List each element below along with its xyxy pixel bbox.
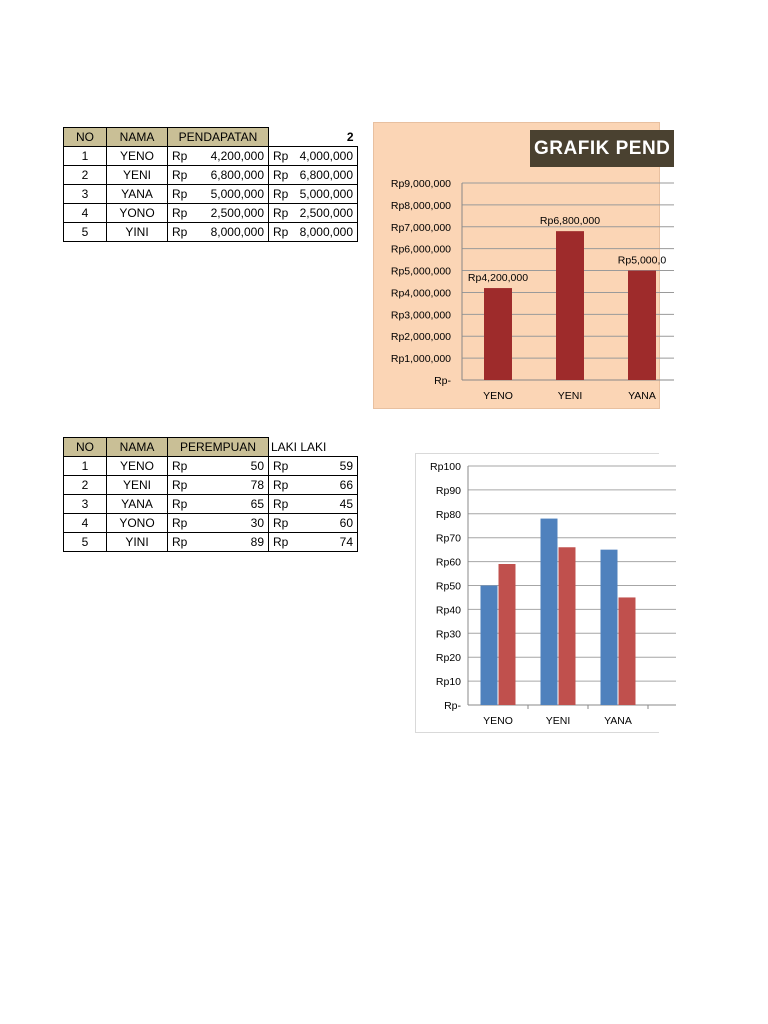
- y-tick-label: Rp20: [435, 652, 461, 665]
- x-tick-label: YENI: [557, 390, 583, 402]
- y-tick-label: Rp60: [435, 556, 461, 569]
- row-no[interactable]: 1: [64, 147, 107, 166]
- row-perempuan[interactable]: [168, 514, 269, 533]
- row-nama[interactable]: YENO: [107, 457, 168, 476]
- y-tick-label: Rp80: [435, 508, 461, 521]
- data-label: Rp5,000,0: [617, 254, 667, 267]
- row-pendapatan[interactable]: [168, 166, 269, 185]
- currency-symbol: Rp: [172, 206, 188, 220]
- bar: [628, 271, 656, 380]
- table-row: [64, 204, 358, 223]
- amount: 6,800,000: [210, 168, 264, 182]
- amount: 89: [250, 535, 264, 549]
- row-perempuan[interactable]: [168, 457, 269, 476]
- bar: [499, 564, 516, 705]
- bar: [481, 586, 498, 706]
- row-no[interactable]: 1: [64, 457, 107, 476]
- row-perempuan[interactable]: [168, 533, 269, 552]
- header-laki-laki[interactable]: LAKI LAKI: [271, 439, 327, 454]
- table-row: [64, 495, 358, 514]
- currency-symbol: Rp: [172, 497, 188, 511]
- amount: 2,500,000: [210, 206, 264, 220]
- row-nama[interactable]: YINI: [107, 223, 168, 242]
- y-tick-label: Rp2,000,000: [390, 331, 451, 344]
- amount: 66: [339, 478, 353, 492]
- bar: [541, 519, 558, 705]
- row-nama[interactable]: YANA: [107, 495, 168, 514]
- amount: 8,000,000: [210, 225, 264, 239]
- x-tick-label: YANA: [628, 390, 656, 402]
- y-tick-label: Rp30: [435, 628, 461, 641]
- row-no[interactable]: 3: [64, 495, 107, 514]
- currency-symbol: Rp: [172, 187, 188, 201]
- y-tick-label: Rp50: [435, 580, 461, 593]
- y-tick-label: Rp10: [435, 676, 461, 689]
- table-row: [64, 533, 358, 552]
- header-pendapatan[interactable]: PENDAPATAN: [168, 128, 269, 147]
- x-tick-label: YENO: [483, 715, 513, 727]
- row-nama[interactable]: YENI: [107, 166, 168, 185]
- y-tick-label: Rp100: [430, 461, 461, 473]
- currency-symbol: Rp: [273, 149, 289, 163]
- currency-symbol: Rp: [172, 478, 188, 492]
- row-pendapatan[interactable]: [168, 223, 269, 242]
- row-no[interactable]: 3: [64, 185, 107, 204]
- bar: [601, 550, 618, 705]
- header-no[interactable]: NO: [64, 438, 107, 457]
- row-laki-laki[interactable]: [269, 457, 358, 476]
- currency-symbol: Rp: [273, 168, 289, 182]
- amount: 6,800,000: [299, 168, 353, 182]
- currency-symbol: Rp: [273, 187, 289, 201]
- currency-symbol: Rp: [172, 516, 188, 530]
- y-tick-label: Rp8,000,000: [390, 199, 451, 212]
- row-nama[interactable]: YENI: [107, 476, 168, 495]
- y-tick-label: Rp90: [435, 484, 461, 497]
- row-nama[interactable]: YANA: [107, 185, 168, 204]
- row-nama[interactable]: YONO: [107, 514, 168, 533]
- row-pendapatan[interactable]: [168, 185, 269, 204]
- amount: 4,000,000: [299, 149, 353, 163]
- row-no[interactable]: 5: [64, 223, 107, 242]
- row-extra[interactable]: [269, 223, 358, 242]
- amount: 4,200,000: [210, 149, 264, 163]
- table-row: [64, 185, 358, 204]
- gender-table: [63, 437, 358, 552]
- currency-symbol: Rp: [273, 516, 289, 530]
- bar: [556, 231, 584, 380]
- row-no[interactable]: 4: [64, 204, 107, 223]
- currency-symbol: Rp: [172, 459, 188, 473]
- gender-chart[interactable]: [415, 453, 659, 733]
- row-laki-laki[interactable]: [269, 514, 358, 533]
- row-perempuan[interactable]: [168, 495, 269, 514]
- row-perempuan[interactable]: [168, 476, 269, 495]
- bar: [619, 597, 636, 705]
- table-row: [64, 223, 358, 242]
- currency-symbol: Rp: [172, 535, 188, 549]
- y-tick-label: Rp-: [434, 375, 451, 387]
- row-extra[interactable]: [269, 166, 358, 185]
- y-tick-label: Rp6,000,000: [390, 243, 451, 256]
- row-no[interactable]: 4: [64, 514, 107, 533]
- y-tick-label: Rp-: [444, 700, 461, 712]
- currency-symbol: Rp: [172, 149, 188, 163]
- amount: 8,000,000: [299, 225, 353, 239]
- y-tick-label: Rp4,000,000: [390, 287, 451, 300]
- x-tick-label: YANA: [604, 715, 632, 727]
- y-tick-label: Rp7,000,000: [390, 221, 451, 234]
- table-row: [64, 476, 358, 495]
- header-extra[interactable]: 2: [346, 129, 354, 144]
- y-tick-label: Rp70: [435, 532, 461, 545]
- table-row: [64, 166, 358, 185]
- header-nama[interactable]: NAMA: [107, 438, 168, 457]
- amount: 30: [250, 516, 264, 530]
- row-pendapatan[interactable]: [168, 204, 269, 223]
- income-table-header: [64, 128, 358, 147]
- y-tick-label: Rp1,000,000: [390, 353, 451, 366]
- gender-chart-plot: [416, 454, 659, 732]
- currency-symbol: Rp: [273, 225, 289, 239]
- currency-symbol: Rp: [273, 478, 289, 492]
- row-no[interactable]: 2: [64, 166, 107, 185]
- row-no[interactable]: 5: [64, 533, 107, 552]
- amount: 74: [339, 535, 353, 549]
- chart-title: GRAFIK PEND: [530, 130, 674, 167]
- gender-table-header: [64, 438, 358, 457]
- row-extra[interactable]: [269, 204, 358, 223]
- header-nama[interactable]: NAMA: [107, 128, 168, 147]
- row-extra[interactable]: [269, 147, 358, 166]
- currency-symbol: Rp: [172, 168, 188, 182]
- currency-symbol: Rp: [273, 206, 289, 220]
- x-tick-label: YENI: [545, 715, 571, 727]
- y-tick-label: Rp9,000,000: [390, 178, 451, 190]
- x-tick-label: YENO: [483, 390, 513, 402]
- amount: 5,000,000: [210, 187, 264, 201]
- amount: 78: [250, 478, 264, 492]
- data-label: Rp4,200,000: [467, 272, 529, 285]
- bar: [484, 288, 512, 380]
- table-row: [64, 147, 358, 166]
- income-chart[interactable]: [373, 122, 671, 409]
- row-laki-laki[interactable]: [269, 533, 358, 552]
- amount: 45: [339, 497, 353, 511]
- currency-symbol: Rp: [172, 225, 188, 239]
- amount: 60: [339, 516, 353, 530]
- row-nama[interactable]: YENO: [107, 147, 168, 166]
- amount: 2,500,000: [299, 206, 353, 220]
- y-tick-label: Rp5,000,000: [390, 265, 451, 278]
- row-nama[interactable]: YINI: [107, 533, 168, 552]
- row-laki-laki[interactable]: [269, 495, 358, 514]
- currency-symbol: Rp: [273, 497, 289, 511]
- row-nama[interactable]: YONO: [107, 204, 168, 223]
- row-no[interactable]: 2: [64, 476, 107, 495]
- y-tick-label: Rp3,000,000: [390, 309, 451, 322]
- amount: 65: [250, 497, 264, 511]
- income-table: [63, 127, 358, 242]
- header-no[interactable]: NO: [64, 128, 107, 147]
- amount: 5,000,000: [299, 187, 353, 201]
- row-pendapatan[interactable]: [168, 147, 269, 166]
- amount: 59: [339, 459, 353, 473]
- header-perempuan[interactable]: PEREMPUAN: [168, 438, 269, 457]
- y-tick-label: Rp40: [435, 604, 461, 617]
- currency-symbol: Rp: [273, 459, 289, 473]
- row-laki-laki[interactable]: [269, 476, 358, 495]
- row-extra[interactable]: [269, 185, 358, 204]
- table-row: [64, 457, 358, 476]
- amount: 50: [250, 459, 264, 473]
- data-label: Rp6,800,000: [539, 215, 601, 228]
- bar: [559, 547, 576, 705]
- currency-symbol: Rp: [273, 535, 289, 549]
- table-row: [64, 514, 358, 533]
